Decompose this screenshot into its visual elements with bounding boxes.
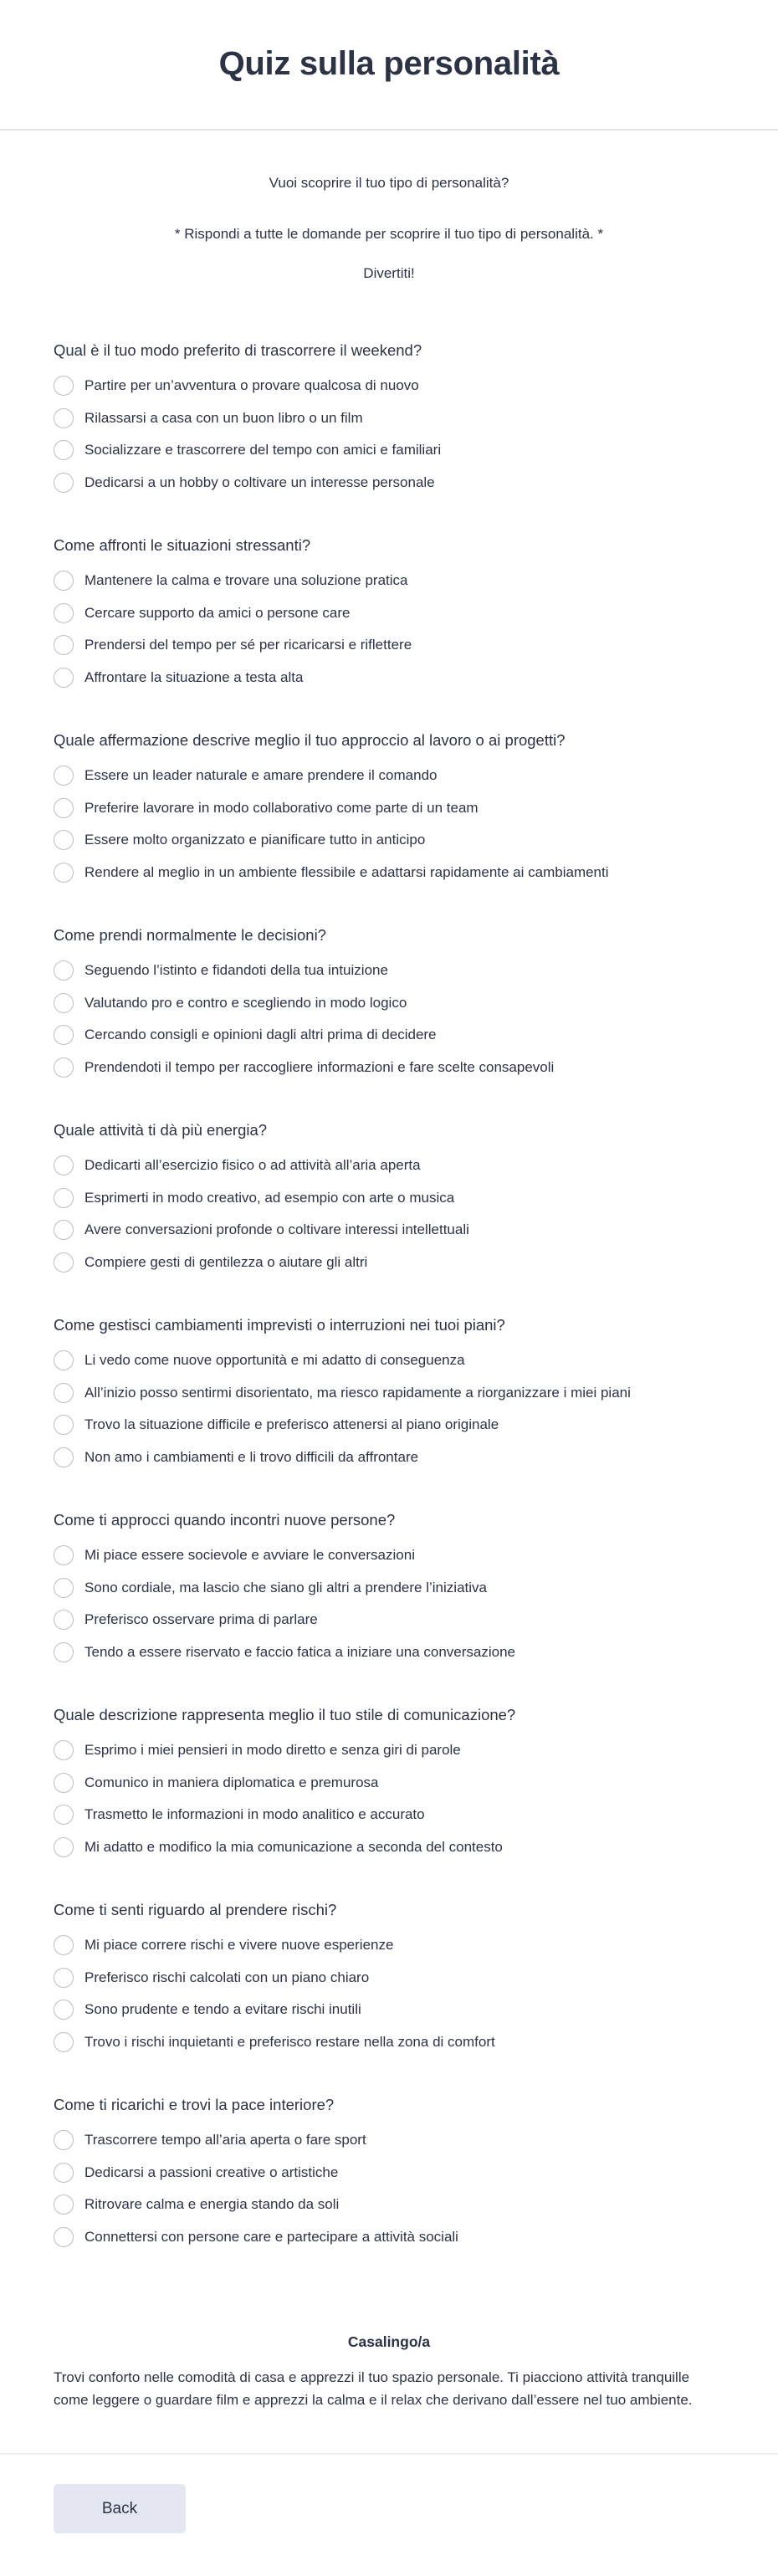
intro-instructions: * Rispondi a tutte le domande per scoprire il tuo tipo di personalità. * bbox=[174, 226, 604, 242]
answer-option[interactable] bbox=[54, 565, 724, 597]
option-label: Tendo a essere riservato e faccio fatica a iniziare una conversazione bbox=[84, 1643, 516, 1660]
answer-option[interactable] bbox=[54, 1636, 724, 1669]
radio-button[interactable] bbox=[54, 830, 74, 850]
option-label: Preferisco rischi calcolati con un piano chiaro bbox=[84, 1969, 370, 1985]
radio-button[interactable] bbox=[54, 863, 74, 883]
radio-button[interactable] bbox=[54, 798, 74, 818]
option-label: Esprimo i miei pensieri in modo diretto e senza giri di parole bbox=[84, 1742, 461, 1759]
answer-option[interactable] bbox=[54, 1409, 724, 1442]
option-label: Trovo i rischi inquietanti e preferisco restare nella zona di comfort bbox=[84, 2033, 495, 2050]
answer-option[interactable] bbox=[54, 434, 724, 467]
option-label: Sono prudente e tendo a evitare rischi inutili bbox=[84, 2001, 361, 2018]
radio-button[interactable] bbox=[54, 603, 74, 623]
question-5 bbox=[54, 1120, 724, 1278]
option-label: Sono cordiale, ma lascio che siano gli altri a prendere l’iniziativa bbox=[84, 1579, 487, 1595]
option-label: Cercare supporto da amici o persone care bbox=[84, 604, 351, 621]
radio-button[interactable] bbox=[54, 1025, 74, 1045]
option-label: Mi piace correre rischi e vivere nuove esperienze bbox=[84, 1937, 394, 1954]
radio-button[interactable] bbox=[54, 1740, 74, 1760]
answer-option[interactable] bbox=[54, 1344, 724, 1377]
form-footer bbox=[0, 2453, 778, 2567]
result-section bbox=[0, 2290, 778, 2411]
radio-button[interactable] bbox=[54, 1383, 74, 1403]
option-label: Prendendoti il tempo per raccogliere informazioni e fare scelte consapevoli bbox=[84, 1058, 555, 1075]
radio-button[interactable] bbox=[54, 1220, 74, 1240]
questions-list bbox=[0, 341, 778, 2253]
radio-button[interactable] bbox=[54, 2000, 74, 2020]
question-10 bbox=[54, 2095, 724, 2253]
option-label: Connettersi con persone care e partecipare a attività sociali bbox=[84, 2228, 458, 2245]
option-label: Seguendo l’istinto e fidandoti della tua intuizione bbox=[84, 962, 388, 979]
option-label: Compiere gesti di gentilezza o aiutare gli altri bbox=[84, 1253, 368, 1270]
question-9 bbox=[54, 1900, 724, 2058]
answer-option[interactable] bbox=[54, 370, 724, 402]
answer-option[interactable] bbox=[54, 467, 724, 499]
question-6 bbox=[54, 1315, 724, 1473]
option-label: Dedicarsi a passioni creative o artistiche bbox=[84, 2164, 339, 2180]
question-3 bbox=[54, 730, 724, 889]
option-label: Li vedo come nuove opportunità e mi adatto di conseguenza bbox=[84, 1352, 465, 1369]
question-title: Come ti ricarichi e trovi la pace interiore? bbox=[54, 2096, 335, 2113]
option-label: Partire per un’avventura o provare qualcosa di nuovo bbox=[84, 377, 419, 394]
option-label: Ritrovare calma e energia stando da soli bbox=[84, 2196, 340, 2213]
option-label: Esprimerti in modo creativo, ad esempio con arte o musica bbox=[84, 1189, 455, 1206]
answer-option[interactable] bbox=[54, 792, 724, 825]
answer-option[interactable] bbox=[54, 1831, 724, 1864]
option-label: Essere un leader naturale e amare prendere il comando bbox=[84, 767, 438, 784]
option-label: Trasmetto le informazioni in modo analitico e accurato bbox=[84, 1806, 425, 1823]
radio-button[interactable] bbox=[54, 993, 74, 1013]
intro-question: Vuoi scoprire il tuo tipo di personalità? bbox=[269, 175, 509, 191]
result-description: Trovi conforto nelle comodità di casa e apprezzi il tuo spazio personale. Ti piacciono attività tranquille come leggere o guardare film e apprezzi la calma e il relax che derivano dall’essere nel tuo ambiente. bbox=[54, 2369, 693, 2408]
intro-fun: Divertiti! bbox=[363, 265, 415, 281]
back-button[interactable]: Back bbox=[54, 2484, 186, 2533]
answer-option[interactable] bbox=[54, 987, 724, 1020]
question-2 bbox=[54, 535, 724, 694]
radio-button[interactable] bbox=[54, 1968, 74, 1988]
answer-option[interactable] bbox=[54, 1539, 724, 1572]
question-title: Quale descrizione rappresenta meglio il tuo stile di comunicazione? bbox=[54, 1706, 516, 1723]
radio-button[interactable] bbox=[54, 1350, 74, 1370]
answer-option[interactable] bbox=[54, 1994, 724, 2026]
answer-option[interactable] bbox=[54, 662, 724, 694]
answer-option[interactable] bbox=[54, 1799, 724, 1831]
answer-option[interactable] bbox=[54, 1604, 724, 1636]
radio-button[interactable] bbox=[54, 2194, 74, 2215]
answer-option[interactable] bbox=[54, 955, 724, 987]
option-label: All’inizio posso sentirmi disorientato, ma riesco rapidamente a riorganizzare i miei piani bbox=[84, 1384, 631, 1401]
option-label: Rilassarsi a casa con un buon libro o un film bbox=[84, 409, 363, 426]
question-7 bbox=[54, 1510, 724, 1668]
option-label: Preferisco osservare prima di parlare bbox=[84, 1611, 318, 1628]
radio-button[interactable] bbox=[54, 1642, 74, 1662]
radio-button[interactable] bbox=[54, 440, 74, 460]
radio-button[interactable] bbox=[54, 1188, 74, 1208]
radio-button[interactable] bbox=[54, 1155, 74, 1175]
question-title: Come ti approcci quando incontri nuove persone? bbox=[54, 1511, 396, 1529]
intro-section bbox=[0, 131, 778, 283]
answer-option[interactable] bbox=[54, 1214, 724, 1247]
answer-option[interactable] bbox=[54, 2124, 724, 2157]
radio-button[interactable] bbox=[54, 1058, 74, 1078]
option-label: Prendersi del tempo per sé per ricaricarsi e riflettere bbox=[84, 637, 412, 653]
answer-option[interactable] bbox=[54, 629, 724, 662]
option-label: Comunico in maniera diplomatica e premurosa bbox=[84, 1774, 379, 1790]
page-title: Quiz sulla personalità bbox=[218, 44, 560, 82]
answer-option[interactable] bbox=[54, 597, 724, 630]
answer-option[interactable] bbox=[54, 1734, 724, 1767]
option-label: Preferire lavorare in modo collaborativo come parte di un team bbox=[84, 799, 479, 816]
radio-button[interactable] bbox=[54, 1837, 74, 1857]
option-label: Trovo la situazione difficile e preferisco attenersi al piano originale bbox=[84, 1416, 499, 1433]
radio-button[interactable] bbox=[54, 1415, 74, 1435]
option-label: Affrontare la situazione a testa alta bbox=[84, 668, 304, 685]
radio-button[interactable] bbox=[54, 2130, 74, 2150]
question-title: Come affronti le situazioni stressanti? bbox=[54, 536, 311, 554]
option-label: Socializzare e trascorrere del tempo con amici e familiari bbox=[84, 442, 442, 458]
option-label: Mi piace essere socievole e avviare le conversazioni bbox=[84, 1547, 415, 1564]
answer-option[interactable] bbox=[54, 2189, 724, 2221]
radio-button[interactable] bbox=[54, 668, 74, 688]
radio-button[interactable] bbox=[54, 635, 74, 655]
radio-button[interactable] bbox=[54, 1578, 74, 1598]
option-label: Essere molto organizzato e pianificare tutto in anticipo bbox=[84, 832, 426, 848]
radio-button[interactable] bbox=[54, 376, 74, 396]
option-label: Mi adatto e modifico la mia comunicazione a seconda del contesto bbox=[84, 1838, 503, 1855]
radio-button[interactable] bbox=[54, 571, 74, 591]
option-label: Dedicarti all’esercizio fisico o ad attività all’aria aperta bbox=[84, 1157, 421, 1174]
answer-option[interactable] bbox=[54, 857, 724, 889]
option-label: Trascorrere tempo all’aria aperta o fare sport bbox=[84, 2132, 366, 2148]
question-title: Come prendi normalmente le decisioni? bbox=[54, 926, 326, 944]
radio-button[interactable] bbox=[54, 1252, 74, 1273]
radio-button[interactable] bbox=[54, 1805, 74, 1825]
radio-button[interactable] bbox=[54, 2032, 74, 2052]
question-4 bbox=[54, 925, 724, 1083]
radio-button[interactable] bbox=[54, 1773, 74, 1793]
answer-option[interactable] bbox=[54, 1929, 724, 1962]
option-label: Avere conversazioni profonde o coltivare interessi intellettuali bbox=[84, 1221, 469, 1238]
radio-button[interactable] bbox=[54, 2227, 74, 2247]
result-title: Casalingo/a bbox=[347, 2333, 431, 2350]
radio-button[interactable] bbox=[54, 1447, 74, 1467]
answer-option[interactable] bbox=[54, 1052, 724, 1084]
option-label: Rendere al meglio in un ambiente flessibile e adattarsi rapidamente ai cambiamenti bbox=[84, 863, 609, 880]
question-title: Come ti senti riguardo al prendere rischi? bbox=[54, 1901, 337, 1918]
answer-option[interactable] bbox=[54, 1767, 724, 1800]
radio-button[interactable] bbox=[54, 408, 74, 428]
option-label: Valutando pro e contro e scegliendo in modo logico bbox=[84, 994, 407, 1011]
answer-option[interactable] bbox=[54, 1442, 724, 1474]
question-title: Come gestisci cambiamenti imprevisti o interruzioni nei tuoi piani? bbox=[54, 1316, 505, 1334]
question-title: Quale affermazione descrive meglio il tuo approccio al lavoro o ai progetti? bbox=[54, 731, 566, 749]
radio-button[interactable] bbox=[54, 960, 74, 981]
question-1 bbox=[54, 341, 724, 499]
radio-button[interactable] bbox=[54, 2163, 74, 2183]
option-label: Dedicarsi a un hobby o coltivare un interesse personale bbox=[84, 474, 435, 490]
radio-button[interactable] bbox=[54, 766, 74, 786]
radio-button[interactable] bbox=[54, 473, 74, 493]
radio-button[interactable] bbox=[54, 1610, 74, 1630]
radio-button[interactable] bbox=[54, 1935, 74, 1955]
answer-option[interactable] bbox=[54, 1247, 724, 1279]
question-title: Qual è il tuo modo preferito di trascorrere il weekend? bbox=[54, 341, 422, 359]
answer-option[interactable] bbox=[54, 1572, 724, 1605]
answer-option[interactable] bbox=[54, 1150, 724, 1182]
answer-option[interactable] bbox=[54, 402, 724, 435]
answer-option[interactable] bbox=[54, 2157, 724, 2189]
answer-option[interactable] bbox=[54, 824, 724, 857]
answer-option[interactable] bbox=[54, 1377, 724, 1410]
answer-option[interactable] bbox=[54, 2221, 724, 2254]
option-label: Mantenere la calma e trovare una soluzione pratica bbox=[84, 572, 408, 589]
answer-option[interactable] bbox=[54, 1962, 724, 1995]
answer-option[interactable] bbox=[54, 1182, 724, 1215]
answer-option[interactable] bbox=[54, 2026, 724, 2059]
page-header bbox=[0, 0, 778, 131]
option-label: Cercando consigli e opinioni dagli altri prima di decidere bbox=[84, 1027, 437, 1043]
option-label: Non amo i cambiamenti e li trovo difficili da affrontare bbox=[84, 1448, 419, 1465]
question-title: Quale attività ti dà più energia? bbox=[54, 1121, 268, 1139]
radio-button[interactable] bbox=[54, 1545, 74, 1565]
answer-option[interactable] bbox=[54, 760, 724, 792]
answer-option[interactable] bbox=[54, 1019, 724, 1052]
question-8 bbox=[54, 1705, 724, 1863]
